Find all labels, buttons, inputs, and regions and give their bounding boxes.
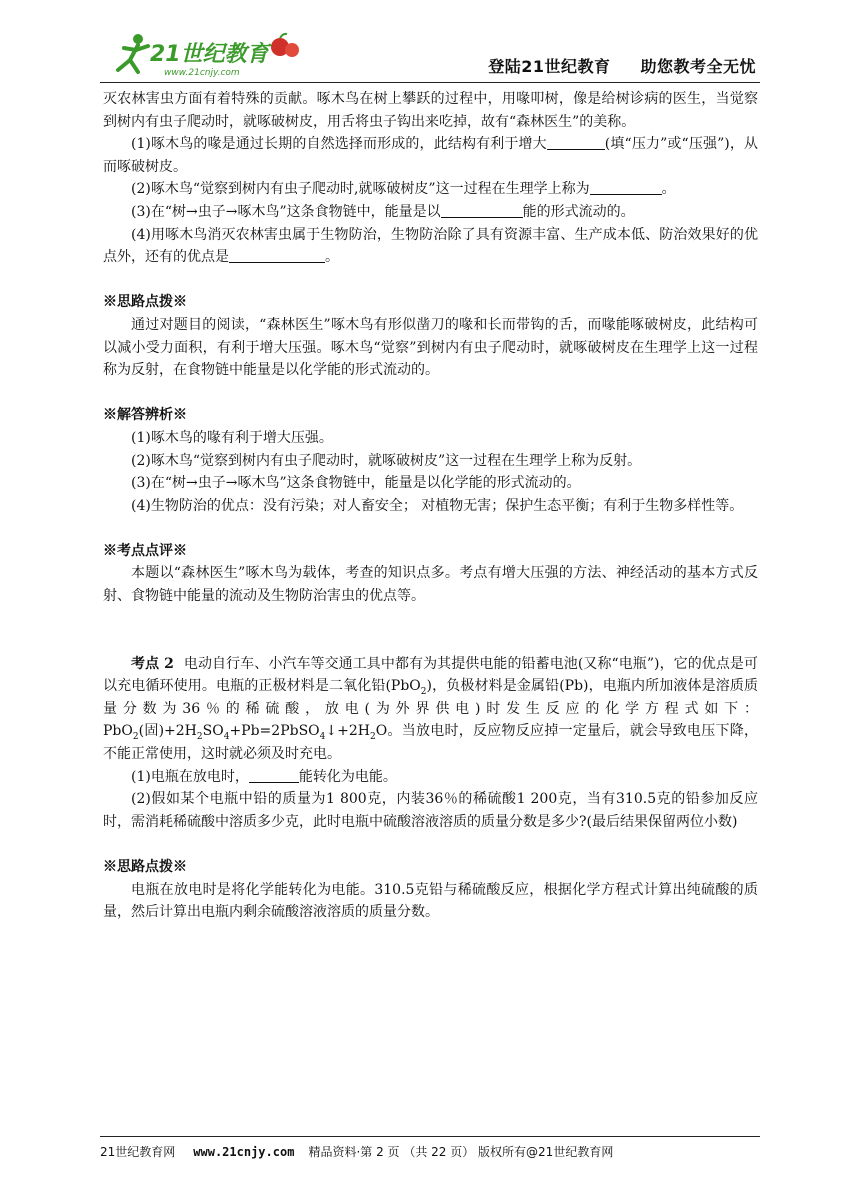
q2-label: 考点 2 bbox=[131, 655, 174, 672]
q2-intro-f: ↓+2H bbox=[325, 723, 370, 740]
q2-sub: 2 bbox=[132, 732, 139, 743]
apple-icon bbox=[271, 34, 299, 57]
q1-sub3-blank bbox=[441, 202, 523, 218]
q1-sub3-text-a: (3)在“树→虫子→啄木鸟”这条食物链中，能量是以 bbox=[131, 203, 441, 220]
slogan-help: 助您教考全无忧 bbox=[640, 57, 756, 76]
footer-page-info: 精品资料·第 2 页 （共 22 页） 版权所有@21世纪教育网 bbox=[308, 1145, 614, 1159]
document-body bbox=[103, 88, 758, 924]
q1-sub1-text-b: (填“压力”或“压强”)，从而啄破树皮。 bbox=[103, 136, 758, 175]
header-slogan bbox=[488, 54, 756, 77]
footer-brand: 21世纪教育网 bbox=[100, 1145, 176, 1159]
q1-sub3 bbox=[103, 201, 758, 224]
q1-review-title: ※考点点评※ bbox=[103, 542, 187, 559]
q2-sub1 bbox=[103, 766, 758, 789]
q2-intro-a: 电动自行车、小汽车等交通工具中都有为其提供电能的铅蓄电池(又称“电瓶”)，它的优点是可以充电循环使用。电瓶的正极材料是二氧化铅(PbO bbox=[103, 655, 758, 695]
site-logo bbox=[108, 30, 308, 80]
q2-sub2: (2)假如某个电瓶中铅的质量为1 800克，内装36％的稀硫酸1 200克，当有310.5克的铅参加反应时，需消耗稀硫酸中溶质多少克，此时电瓶中硫酸溶液溶质的质量分数是多少?(最后结果保留两位小数) bbox=[103, 791, 758, 830]
q2-sub: 4 bbox=[319, 732, 326, 743]
q2-sub: 2 bbox=[420, 687, 427, 698]
q1-hint-title: ※思路点拨※ bbox=[103, 294, 187, 311]
q1-sub4-text-a: (4)用啄木鸟消灭农林害虫属于生物防治，生物防治除了具有资源丰富、生产成本低、防治效果好的优点外，还有的优点是 bbox=[103, 226, 758, 266]
q1-sub4 bbox=[103, 224, 758, 269]
q2-intro-c: (固)+2H bbox=[138, 723, 197, 740]
logo-text: 21世纪教育 bbox=[150, 42, 269, 67]
slogan-login: 登陆21世纪教育 bbox=[488, 57, 611, 76]
q1-answer-2: (2)啄木鸟“觉察到树内有虫子爬动时，就啄破树皮”这一过程在生理学上称为反射。 bbox=[131, 452, 642, 469]
q2-intro-g: O。当放电时，反应物反应掉一定量后，就会导致电压下降，不能正常使用，这时就必须及时充电。 bbox=[103, 723, 758, 763]
q1-sub4-text-b: 。 bbox=[325, 249, 339, 266]
q1-intro: 灭农林害虫方面有着特殊的贡献。啄木鸟在树上攀跃的过程中，用喙叩树，像是给树诊病的医生，当觉察到树内有虫子爬动时，就啄破树皮，用舌将虫子钩出来吃掉，故有“森林医生”的美称。 bbox=[103, 91, 758, 130]
footer-site-link[interactable]: www.21cnjy.com bbox=[193, 1145, 295, 1159]
q1-sub2-blank bbox=[590, 179, 662, 195]
q2-intro bbox=[103, 653, 758, 766]
q1-sub4-blank bbox=[229, 247, 325, 263]
q2-sub1-text-b: 能转化为电能。 bbox=[298, 768, 397, 785]
q1-answer-4: (4)生物防治的优点：没有污染；对人畜安全； 对植物无害；保护生态平衡；有利于生物多样性等。 bbox=[131, 497, 744, 514]
q1-sub2-text-a: (2)啄木鸟“觉察到树内有虫子爬动时,就啄破树皮”这一过程在生理学上称为 bbox=[131, 181, 590, 198]
q1-sub3-text-b: 能的形式流动的。 bbox=[522, 203, 635, 220]
q2-intro-e: +Pb=2PbSO bbox=[229, 723, 320, 740]
q1-answer-title: ※解答辨析※ bbox=[103, 407, 187, 424]
q1-sub1-blank bbox=[547, 134, 605, 150]
q1-sub1-text-a: (1)啄木鸟的喙是通过长期的自然选择而形成的，此结构有利于增大 bbox=[131, 136, 547, 153]
q1-answer-1: (1)啄木鸟的喙有利于增大压强。 bbox=[131, 429, 333, 446]
page-footer bbox=[100, 1136, 760, 1160]
q2-intro-b: )，负极材料是金属铅(Pb)，电瓶内所加液体是溶质质量分数为36％的稀硫酸，放电(为外界供电)时发生反应的化学方程式如下：PbO bbox=[103, 678, 758, 740]
q1-sub2-text-b: 。 bbox=[661, 181, 676, 198]
q2-hint-text: 电瓶在放电时是将化学能转化为电能。310.5克铅与稀硫酸反应，根据化学方程式计算出纯硫酸的质量，然后计算出电瓶内剩余硫酸溶液溶质的质量分数。 bbox=[103, 881, 758, 921]
q1-review-text: 本题以“森林医生”啄木鸟为载体，考查的知识点多。考点有增大压强的方法、神经活动的基本方式反射、食物链中能量的流动及生物防治害虫的优点等。 bbox=[103, 565, 758, 605]
q2-hint-title: ※思路点拨※ bbox=[103, 859, 187, 875]
q1-answer-3: (3)在“树→虫子→啄木鸟”这条食物链中，能量是以化学能的形式流动的。 bbox=[131, 475, 581, 492]
q2-sub1-text-a: (1)电瓶在放电时， bbox=[131, 768, 249, 785]
q1-hint-text: 通过对题目的阅读，“森林医生”啄木鸟有形似凿刀的喙和长而带钩的舌，而喙能啄破树皮，此结构可以减小受力面积，有利于增大压强。啄木鸟“觉察”到树内有虫子爬动时，就啄破树皮在生理学上这一过程称为反射，在食物链中能量是以化学能的形式流动的。 bbox=[103, 316, 758, 379]
q2-sub: 2 bbox=[369, 732, 376, 743]
logo-url: www.21cnjy.com bbox=[164, 68, 240, 78]
q1-sub1 bbox=[103, 133, 758, 178]
q2-sub: 4 bbox=[223, 732, 230, 743]
running-figure-icon bbox=[118, 34, 148, 72]
q2-sub1-blank bbox=[249, 767, 299, 783]
q1-sub2 bbox=[103, 178, 758, 201]
q2-intro-d: SO bbox=[202, 723, 224, 740]
q2-sub: 2 bbox=[196, 732, 203, 743]
page-header bbox=[100, 30, 760, 83]
